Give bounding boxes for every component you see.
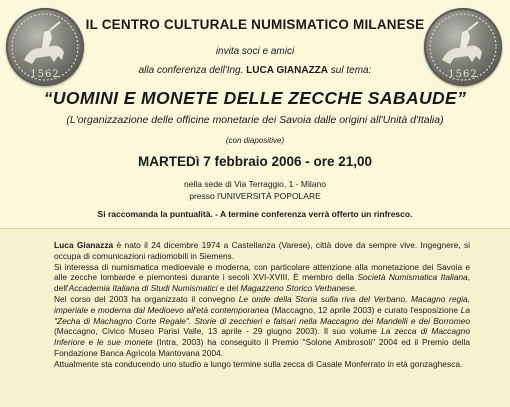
bio-text: (Maccagno, Civico Museo Parisi Valle, 13 aprile - 29 giugno 2003). Il suo volume [54,326,382,337]
event-datetime: MARTEDì 7 febbraio 2006 - ore 21,00 [137,154,373,169]
talk-title: “UOMINI E MONETE DELLE ZECCHE SABAUDE” [43,88,467,108]
bio-academy-name: Accademia Italiana di Studi Numismatici [68,283,218,294]
bio-text: Nel corso del 2003 ha organizzato il convegno [54,293,239,304]
bio-paragraph [54,262,470,294]
bio-paragraph [54,240,470,262]
slides-note: (con diapositive) [225,136,285,145]
bio-paragraph: Attualmente sta conducendo uno studio a lungo termine sulla zecca di Casale Monferrato in età gonzaghesca. [54,358,463,369]
bio-text: Si interessa di numismatica medioevale e moderna, con particolare attenzione alla monetazione dei Savoia e alle zecche lombarde e piemontesi durante i secoli XVI-XVIII. È membro della [54,261,470,283]
speaker-name: LUCA GIANAZZA [246,65,329,76]
bio-text: , dell' [54,272,470,294]
coin-year: 1562 [448,69,478,80]
org-title: IL CENTRO CULTURALE NUMISMATICO MILANESE [85,17,425,32]
bio-magazzeno-name: Magazzeno Storico Verbanese [240,283,355,294]
conference-prefix: alla conferenza dell'Ing. [138,65,244,76]
bio-text: e del [217,283,241,294]
conference-suffix: sul tema: [330,65,372,76]
bio-conference-title: Le onde della Storia sulla riva del Verbano. Macagno regia, imperiale e moderna dal Medioevo all'età contemporanea [54,293,470,315]
bio-text: (Intra, 2003) ha conseguito il Premio "Solone Ambrosoli" 2004 ed il Premio della Fondazione Banca Agricola Mantovana 2004. [54,337,470,358]
bio-text: è nato il 24 dicembre 1974 a Castellanza (Varese), città dove da sempre vive. Ingegnere, si occupa di comunicazioni radiomobili in Siemens. [54,240,470,261]
bio-society-name: Società Numismatica Italiana [357,272,468,283]
bio-name: Luca Gianazza [54,240,114,250]
invite-line: invita soci e amici [215,46,295,57]
coin-year: 1562 [30,69,60,80]
talk-subtitle: (L'organizzazione delle officine monetarie dei Savoia dalle origini all'Unità d'Italia) [66,114,444,126]
venue-address: nella sede di Via Terraggio, 1 - Milano [184,179,326,189]
bio-paragraph [54,294,470,359]
bio-book-title: La zecca di Maccagno Inferiore e le sue monete [54,326,470,348]
venue-name: presso l'UNIVERSITÀ POPOLARE [189,191,321,201]
bio-text: . [354,283,357,294]
speaker-biography [54,240,470,370]
conference-line [0,65,510,76]
bio-exhibition-title: La "Zecha di Machagno Corte Regale". Storie di zecchieri e falsari nella Maccagno dei Mandelli e dei Borromeo [54,304,470,326]
notice: Si raccomanda la puntualità. - A termine conferenza verrà offerto un rinfresco. [97,209,413,219]
bio-text: (Maccagno, 12 aprile 2003) e curato l'esposizione [268,304,461,315]
